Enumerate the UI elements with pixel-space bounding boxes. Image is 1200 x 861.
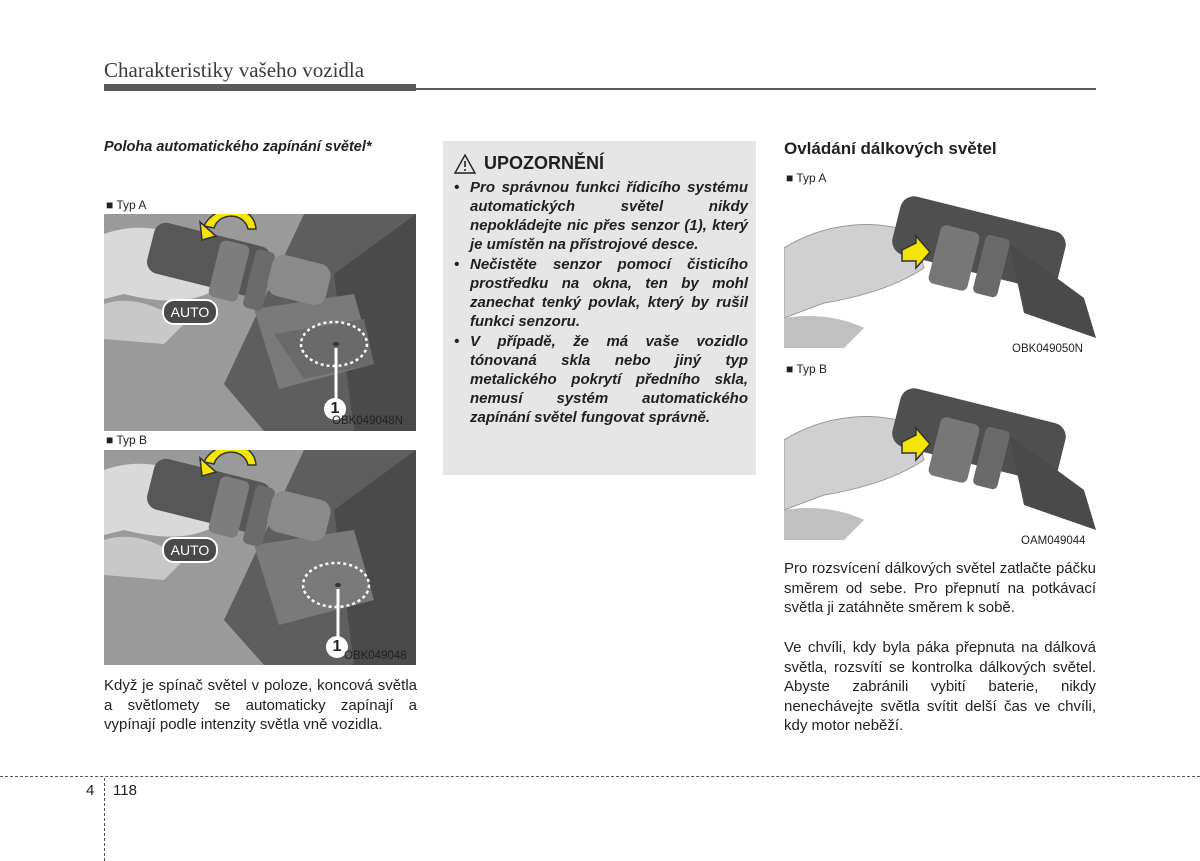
figure-high-beam-type-a xyxy=(784,188,1096,358)
figure-high-beam-type-b xyxy=(784,380,1096,550)
footer-dashed-divider xyxy=(104,778,105,861)
figure-label-text: Typ B xyxy=(116,433,148,447)
sensor-callout-number: 1 xyxy=(324,398,346,420)
figure-label-text: Typ A xyxy=(796,171,827,185)
high-beam-stalk-illustration-b xyxy=(784,380,1096,550)
high-beam-stalk-illustration-a xyxy=(784,188,1096,358)
warning-triangle-icon xyxy=(454,154,476,174)
footer-dashed-rule xyxy=(0,776,1200,777)
square-bullet-icon: ■ xyxy=(786,171,794,185)
page-number: 118 xyxy=(113,782,137,799)
figure-auto-light-type-a xyxy=(104,214,416,431)
figure-code: OBK049048N xyxy=(332,415,403,427)
figure-label-type-a-right xyxy=(786,171,826,185)
figure-code: OBK049048 xyxy=(344,650,407,662)
auto-light-paragraph: Když je spínač světel v poloze, koncová světla a světlomety se automaticky zapínají a vypínají podle intenzity světla vně vozidla. xyxy=(104,677,417,733)
high-beam-paragraph-1: Pro rozsvícení dálkových světel zatlačte páčku směrem od sebe. Pro přepnutí na potkávací světla ji zatáhněte směrem k sobě. xyxy=(784,560,1096,616)
warning-item: • Pro správnou funkci řídicího systému automatických světel nikdy nepokládejte nic přes senzor (1), který je umístěn na přístrojové desce. xyxy=(450,178,748,254)
auto-badge: AUTO xyxy=(162,299,218,325)
figure-code: OBK049050N xyxy=(1012,343,1083,355)
high-beam-paragraph-2: Ve chvíli, kdy byla páka přepnuta na dálková světla, rozsvítí se kontrolka dálkových světel. Abyste zabránili vybití baterie, nikdy nenechávejte světla svítit delší čas ve chvíli, kdy motor neběží. xyxy=(784,639,1096,734)
figure-label-type-b-left xyxy=(106,433,147,447)
stalk-illustration-b xyxy=(104,450,416,665)
warning-list xyxy=(450,178,748,428)
auto-badge: AUTO xyxy=(162,537,218,563)
warning-item: • V případě, že má vaše vozidlo tónovaná skla nebo jiný typ metalického pokrytí předního skla, nemusí systém automatického zapínání světel fungovat správně. xyxy=(450,332,748,427)
header-rule-thin xyxy=(416,88,1096,90)
chapter-number: 4 xyxy=(86,782,95,799)
square-bullet-icon: ■ xyxy=(786,362,794,376)
figure-label-text: Typ A xyxy=(116,198,147,212)
figure-label-type-b-right xyxy=(786,362,827,376)
high-beam-section-title: Ovládání dálkových světel xyxy=(784,139,997,158)
square-bullet-icon: ■ xyxy=(106,433,114,447)
square-bullet-icon: ■ xyxy=(106,198,114,212)
figure-code: OAM049044 xyxy=(1021,535,1086,547)
sensor-callout-number: 1 xyxy=(326,636,348,658)
warning-title: UPOZORNĚNÍ xyxy=(484,153,605,173)
figure-auto-light-type-b xyxy=(104,450,416,665)
warning-item: • Nečistěte senzor pomocí čisticího prostředku na okna, ten by mohl zanechat tenký povlak, který by rušil funkci senzoru. xyxy=(450,255,748,331)
page-header-title: Charakteristiky vašeho vozidla xyxy=(104,58,365,82)
auto-light-subheading: Poloha automatického zapínání světel* xyxy=(104,139,372,155)
stalk-illustration-a xyxy=(104,214,416,431)
header-rule-dark xyxy=(104,84,416,91)
figure-label-text: Typ B xyxy=(796,362,828,376)
figure-label-type-a-left xyxy=(106,198,146,212)
